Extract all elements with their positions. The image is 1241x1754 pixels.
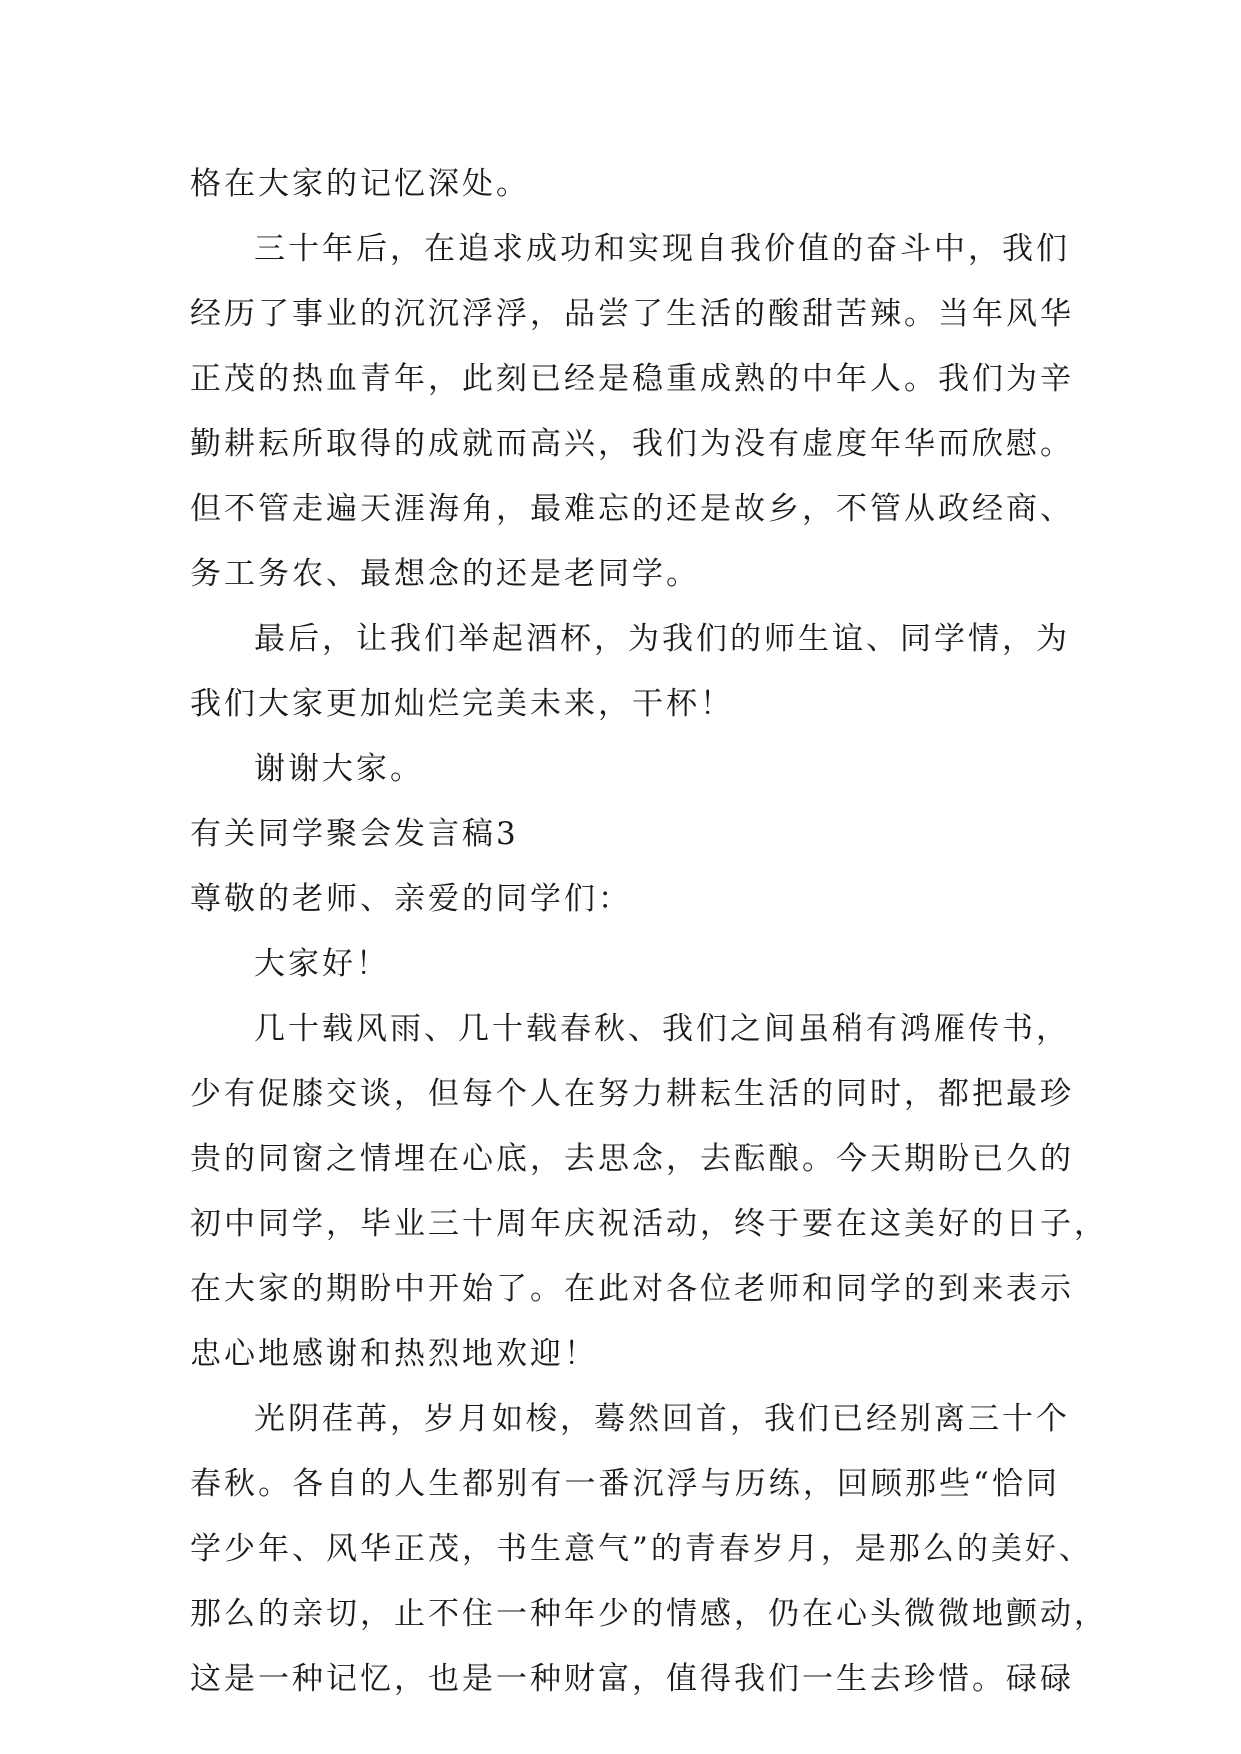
document-body xyxy=(190,152,1108,1712)
section-heading: 有关同学聚会发言稿3 xyxy=(190,816,519,852)
text-line: 学少年、风华正茂，书生意气”的青春岁月，是那么的美好、 xyxy=(190,1531,1093,1567)
paragraph-first-line: 三十年后，在追求成功和实现自我价值的奋斗中，我们 xyxy=(254,231,1070,267)
text-line: 格在大家的记忆深处。 xyxy=(190,166,530,202)
text-line: 在大家的期盼中开始了。在此对各位老师和同学的到来表示 xyxy=(190,1271,1074,1307)
text-line: 忠心地感谢和热烈地欢迎！ xyxy=(190,1336,598,1372)
greeting: 大家好！ xyxy=(254,946,390,982)
text-line: 那么的亲切，止不住一种年少的情感，仍在心头微微地颤动， xyxy=(190,1596,1108,1632)
paragraph-first-line: 谢谢大家。 xyxy=(254,751,424,787)
text-line: 春秋。各自的人生都别有一番沉浮与历练，回顾那些“恰同 xyxy=(190,1466,1060,1502)
paragraph-first-line: 最后，让我们举起酒杯，为我们的师生谊、同学情，为 xyxy=(254,621,1070,657)
text-line: 正茂的热血青年，此刻已经是稳重成熟的中年人。我们为辛 xyxy=(190,361,1074,397)
text-line: 这是一种记忆，也是一种财富，值得我们一生去珍惜。碌碌 xyxy=(190,1661,1074,1697)
paragraph-first-line: 几十载风雨、几十载春秋、我们之间虽稍有鸿雁传书， xyxy=(254,1011,1070,1047)
text-line: 务工务农、最想念的还是老同学。 xyxy=(190,556,700,592)
salutation: 尊敬的老师、亲爱的同学们： xyxy=(190,881,632,917)
text-line: 但不管走遍天涯海角，最难忘的还是故乡，不管从政经商、 xyxy=(190,491,1074,527)
paragraph-first-line: 光阴荏苒，岁月如梭，蓦然回首，我们已经别离三十个 xyxy=(254,1401,1070,1437)
text-line: 我们大家更加灿烂完美未来，干杯！ xyxy=(190,686,734,722)
text-line: 初中同学，毕业三十周年庆祝活动，终于要在这美好的日子， xyxy=(190,1206,1108,1242)
text-line: 贵的同窗之情埋在心底，去思念，去酝酿。今天期盼已久的 xyxy=(190,1141,1074,1177)
text-line: 经历了事业的沉沉浮浮，品尝了生活的酸甜苦辣。当年风华 xyxy=(190,296,1074,332)
text-line: 勤耕耘所取得的成就而高兴，我们为没有虚度年华而欣慰。 xyxy=(190,426,1074,462)
text-line: 少有促膝交谈，但每个人在努力耕耘生活的同时，都把最珍 xyxy=(190,1076,1074,1112)
